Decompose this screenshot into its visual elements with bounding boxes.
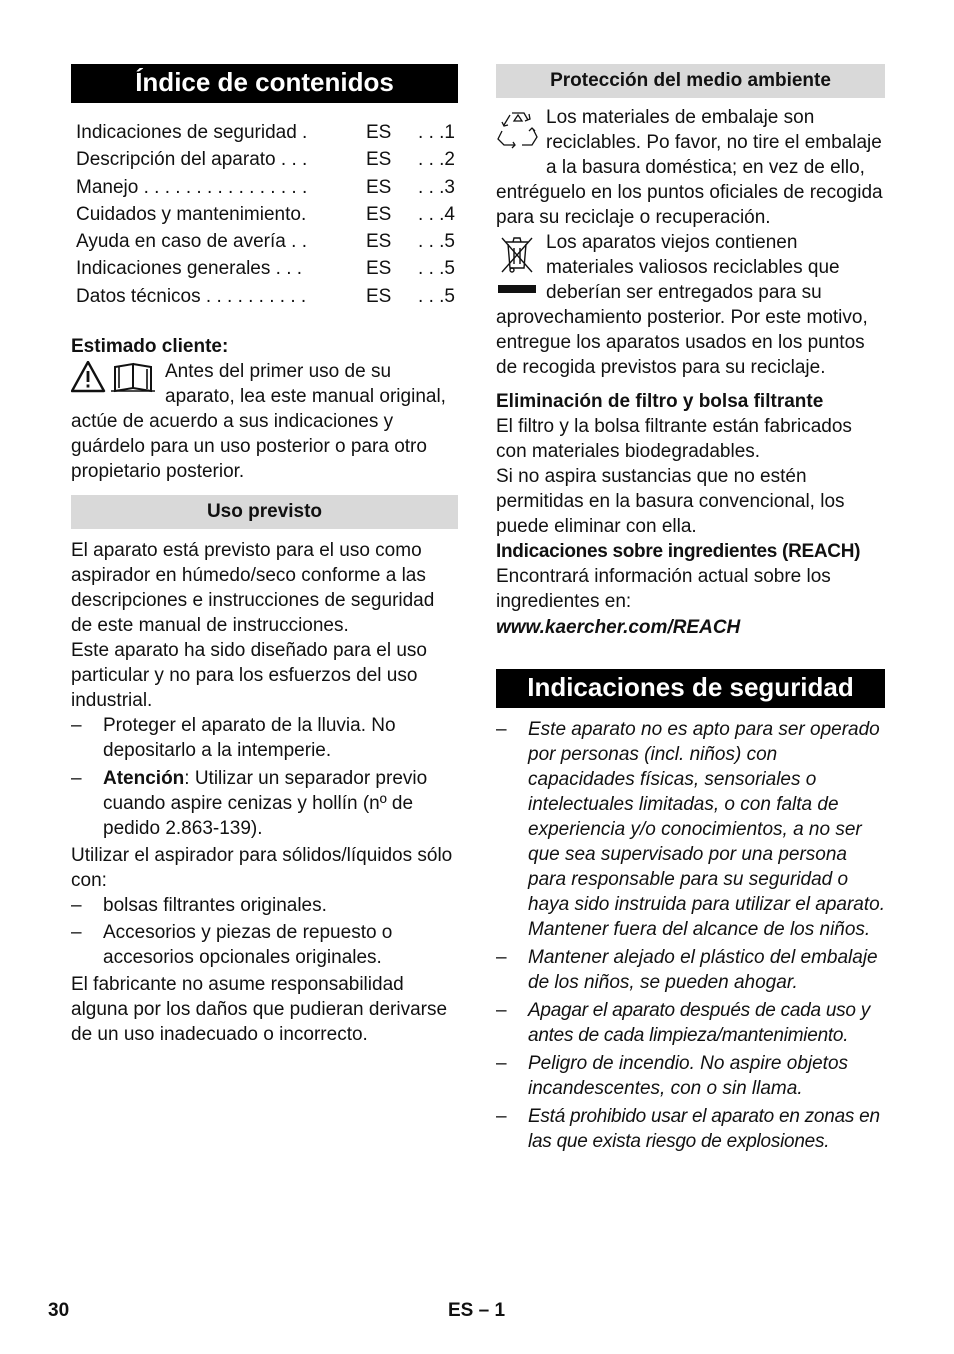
toc-entry-title: Ayuda en caso de avería . . [76,231,307,253]
table-of-contents [76,119,458,310]
toc-entry-lang: ES [366,258,392,280]
toc-entry-title: Manejo . . . . . . . . . . . . . . . . [76,176,308,198]
footer-page-ref: – 1 [478,1300,506,1321]
toc-entry-lang: ES [366,285,392,307]
intended-paragraph-4: El fabricante no asume responsabilidad alguna por los daños que pudieran derivarse de un uso inadecuado o incorrecto. [71,974,448,1046]
list-item: – Peligro de incendio. No aspire objetos incandescentes, con o sin llama. [496,1051,885,1101]
safety-list [496,717,885,1154]
reach-text: Encontrará información actual sobre los ingredientes en: [496,566,831,612]
toc-row[interactable] [76,228,458,255]
toc-entry-page: . . .5 [418,258,455,280]
reach-link[interactable]: www.kaercher.com/REACH [496,617,741,638]
toc-row[interactable] [76,201,458,228]
safety-item: Peligro de incendio. No aspire objetos incandescentes, con o sin llama. [528,1053,849,1099]
recycle-icon [496,109,540,149]
toc-entry-page: . . .4 [418,203,455,225]
list-item: – Este aparato no es apto para ser operado por personas (incl. niños) con capacidades físicas, sensoriales o intelectuales limitadas, o con falta de experiencia y/o conocimientos, a no ser que sea supervisado por una persona para responsable para su seguridad o haya sido instruida para utilizar el aparato. Mantener fuera del alcance de los niños. [496,719,885,940]
attention-text: : Utilizar un separador previo cuando aspire cenizas y hollín (nº de pedido 2.863-139). [103,768,428,840]
filter-paragraph-1: El filtro y la bolsa filtrante están fabricados con materiales biodegradables. [496,416,852,462]
bullet-accessories: Accesorios y piezas de repuesto o accesorios opcionales originales. [103,922,393,969]
toc-entry-title: Descripción del aparato . . . [76,149,308,171]
reach-heading: Indicaciones sobre ingredientes (REACH) [496,541,861,562]
list-item: – bolsas filtrantes originales. [71,893,458,918]
warning-manual-icons [71,361,157,400]
toc-entry-page: . . .2 [418,149,455,171]
intended-use-body [71,538,458,1047]
safety-title: Indicaciones de seguridad [496,669,885,708]
bullet-rain: Proteger el aparato de la lluvia. No depositarlo a la intemperie. [103,715,396,762]
toc-row[interactable] [76,255,458,282]
toc-row[interactable] [76,283,458,310]
list-item: – Apagar el aparato después de cada uso y antes de cada limpieza/mantenimiento. [496,998,885,1048]
footer-section: ES [448,1300,474,1321]
safety-item: Mantener alejado el plástico del embalaje de los niños, se pueden ahogar. [528,947,878,993]
customer-text: Antes del primer uso de su aparato, lea este manual original, actúe de acuerdo a sus indicaciones y guárdelo para un uso posterior o para otro propietario posterior. [71,361,446,483]
toc-row[interactable] [76,119,458,146]
filter-heading: Eliminación de filtro y bolsa filtrante [496,391,824,412]
bullet-filter-bags: bolsas filtrantes originales. [103,895,327,917]
crossed-bin-icon [496,232,538,294]
toc-entry-lang: ES [366,176,392,198]
weee-icon-wrap [496,232,538,301]
toc-entry-page: . . .3 [418,176,455,198]
intended-paragraph-1: El aparato está previsto para el uso como aspirador en húmedo/seco conforme a las descripciones e instrucciones de seguridad de este manual de instrucciones. [71,540,435,637]
safety-item: Está prohibido usar el aparato en zonas en las que exista riesgo de explosiones. [528,1106,880,1152]
left-column [71,64,458,1047]
attention-label: Atención [103,768,185,790]
toc-row[interactable] [76,174,458,201]
list-item: – Accesorios y piezas de repuesto o accesorios opcionales originales. [71,920,458,970]
footer-section-ref [448,1298,505,1323]
toc-entry-lang: ES [366,122,392,143]
safety-item: Apagar el aparato después de cada uso y antes de cada limpieza/mantenimiento. [528,1000,871,1046]
filter-section [496,389,885,640]
warning-read-manual-icon [71,361,157,393]
toc-entry-page: . . .1 [418,122,455,143]
intended-paragraph-3: Utilizar el aspirador para sólidos/líquidos sólo con: [71,845,453,892]
toc-entry-title: Cuidados y mantenimiento. [76,203,307,225]
toc-entry-lang: ES [366,149,392,171]
environment-title: Protección del medio ambiente [496,64,885,98]
recycle-icon-wrap [496,109,540,156]
intended-use-title: Uso previsto [71,495,458,529]
right-column [496,64,885,1154]
list-item: – Proteger el aparato de la lluvia. No depositarlo a la intemperie. [71,713,458,763]
customer-heading: Estimado cliente: [71,336,229,358]
list-item: – Está prohibido usar el aparato en zonas en las que exista riesgo de explosiones. [496,1104,885,1154]
toc-entry-page: . . .5 [418,285,455,307]
page-number: 30 [48,1300,70,1321]
intended-paragraph-2: Este aparato ha sido diseñado para el uso particular y no para los esfuerzos del uso industrial. [71,640,427,712]
safety-item: Este aparato no es apto para ser operado por personas (incl. niños) con capacidades físicas, sensoriales o intelectuales limitadas, o con falta de experiencia y/o conocimientos, a no ser que sea supervisado por una persona para responsable para su seguridad o haya sido instruida para utilizar el aparato. Mantener fuera del alcance de los niños. [528,719,885,940]
environment-packaging-text: Los materiales de embalaje son reciclables. Po favor, no tire el embalaje a la basura doméstica; en vez de ello, entréguelo en los puntos oficiales de recogida para su reciclaje o recuperación. [496,107,883,228]
toc-entry-title: Indicaciones generales . . . [76,258,303,280]
toc-entry-page: . . .5 [418,231,455,253]
toc-entry-title: Datos técnicos . . . . . . . . . . [76,285,307,307]
toc-entry-lang: ES [366,203,392,225]
toc-title: Índice de contenidos [71,64,458,103]
filter-paragraph-2: Si no aspira sustancias que no estén permitidas en la basura convencional, los puede eliminar con ella. [496,466,845,537]
environment-body [496,105,885,380]
environment-devices-text: Los aparatos viejos contienen materiales valiosos reciclables que deberían ser entregados para su aprovechamiento posterior. Por este motivo, entregue los aparatos usados en los puntos de recogida previstos para su reciclaje. [496,232,868,378]
toc-entry-title: Indicaciones de seguridad . [76,122,308,143]
toc-entry-lang: ES [366,231,392,253]
list-item: – Atención: Utilizar un separador previo cuando aspire cenizas y hollín (nº de pedido 2.863-139). [71,768,428,840]
customer-section [71,334,458,484]
list-item: – Mantener alejado el plástico del embalaje de los niños, se pueden ahogar. [496,945,885,995]
toc-row[interactable] [76,146,458,173]
